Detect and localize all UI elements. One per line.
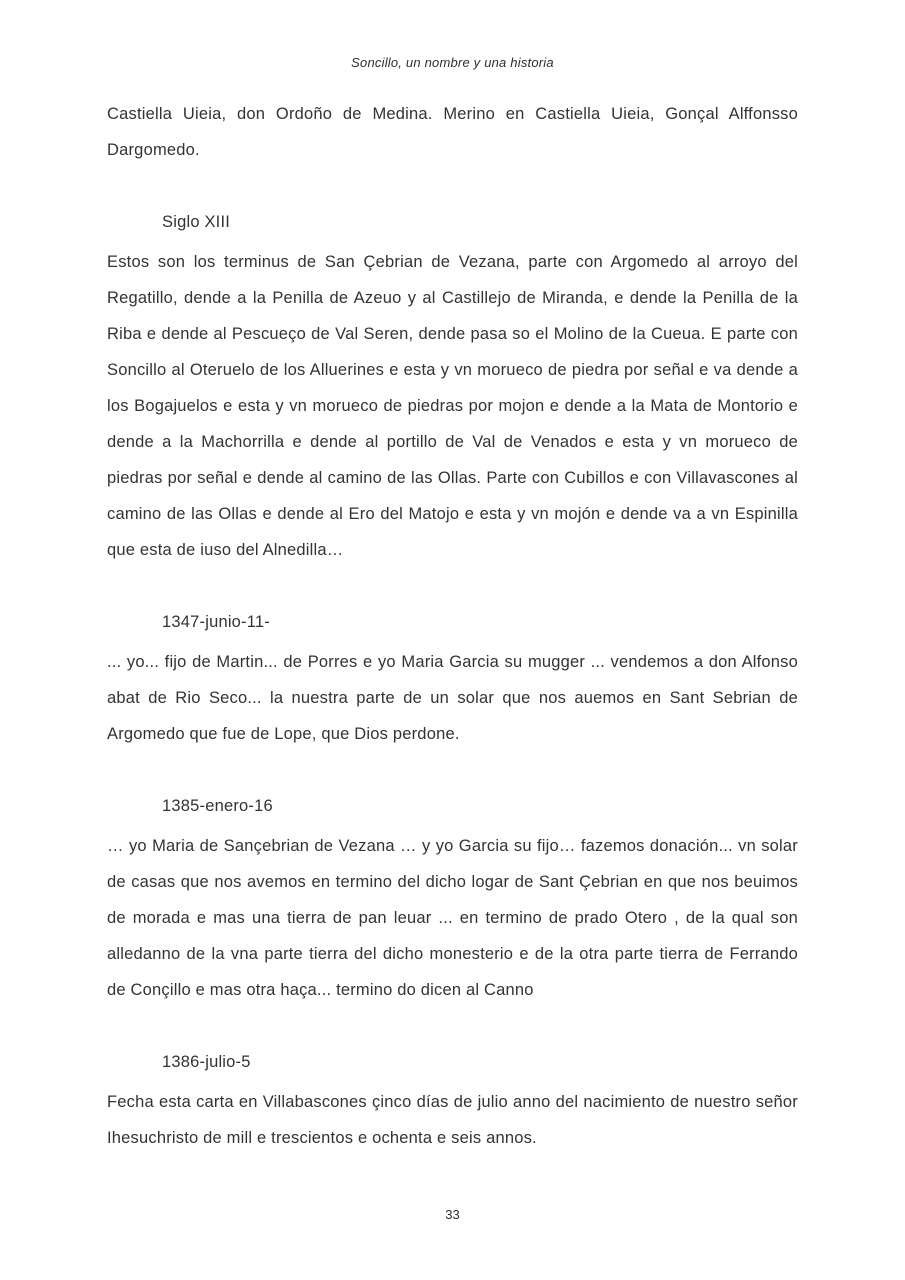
section-1385-enero-16 bbox=[107, 788, 798, 1008]
paragraph-intro: Castiella Uieia, don Ordoño de Medina. Merino en Castiella Uieia, Gonçal Alffonsso Dargomedo. bbox=[107, 105, 798, 159]
paragraph-1347-junio-11: ... yo... fijo de Martin... de Porres e yo Maria Garcia su mugger ... vendemos a don Alfonso abat de Rio Seco... la nuestra parte de un solar que nos auemos en Sant Sebrian de Argomedo que fue de Lope, que Dios perdone. bbox=[107, 653, 798, 743]
section-heading-siglo-xiii: Siglo XIII bbox=[162, 213, 231, 231]
section-1386-julio-5 bbox=[107, 1044, 798, 1156]
page-content bbox=[107, 96, 798, 1156]
section-heading-1386-julio-5: 1386-julio-5 bbox=[162, 1053, 251, 1071]
section-1347-junio-11 bbox=[107, 604, 798, 752]
paragraph-1386-julio-5: Fecha esta carta en Villabascones çinco días de julio anno del nacimiento de nuestro señor Ihesuchristo de mill e trescientos e ochenta e seis annos. bbox=[107, 1093, 798, 1147]
section-siglo-xiii bbox=[107, 204, 798, 568]
page-number: 33 bbox=[445, 1207, 460, 1222]
section-heading-1347-junio-11: 1347-junio-11- bbox=[162, 613, 270, 631]
paragraph-1385-enero-16: … yo Maria de Sançebrian de Vezana … y yo Garcia su fijo… fazemos donación... vn solar de casas que nos avemos en termino del dicho logar de Sant Çebrian en que nos beuimos de morada e mas una tierra de pan leuar ... en termino de prado Otero , de la qual son alledanno de la vna parte tierra del dicho monesterio e de la otra parte tierra de Ferrando de Conçillo e mas otra haça... termino do dicen al Canno bbox=[107, 837, 798, 999]
section-heading-1385-enero-16: 1385-enero-16 bbox=[162, 797, 273, 815]
running-header: Soncillo, un nombre y una historia bbox=[351, 55, 554, 70]
paragraph-siglo-xiii: Estos son los terminus de San Çebrian de Vezana, parte con Argomedo al arroyo del Regatillo, dende a la Penilla de Azeuo y al Castillejo de Miranda, e dende la Penilla de la Riba e dende al Pescueço de Val Seren, dende pasa so el Molino de la Cueua. E parte con Soncillo al Oteruelo de los Alluerines e esta y vn morueco de piedra por señal e va dende a los Bogajuelos e esta y vn morueco de piedras por mojon e dende a la Mata de Montorio e dende a la Machorrilla e dende al portillo de Val de Venados e esta y vn morueco de piedras por señal e dende al camino de las Ollas. Parte con Cubillos e con Villavascones al camino de las Ollas e dende al Ero del Matojo e esta y vn mojón e dende va a vn Espinilla que esta de iuso del Alnedilla… bbox=[107, 253, 798, 559]
